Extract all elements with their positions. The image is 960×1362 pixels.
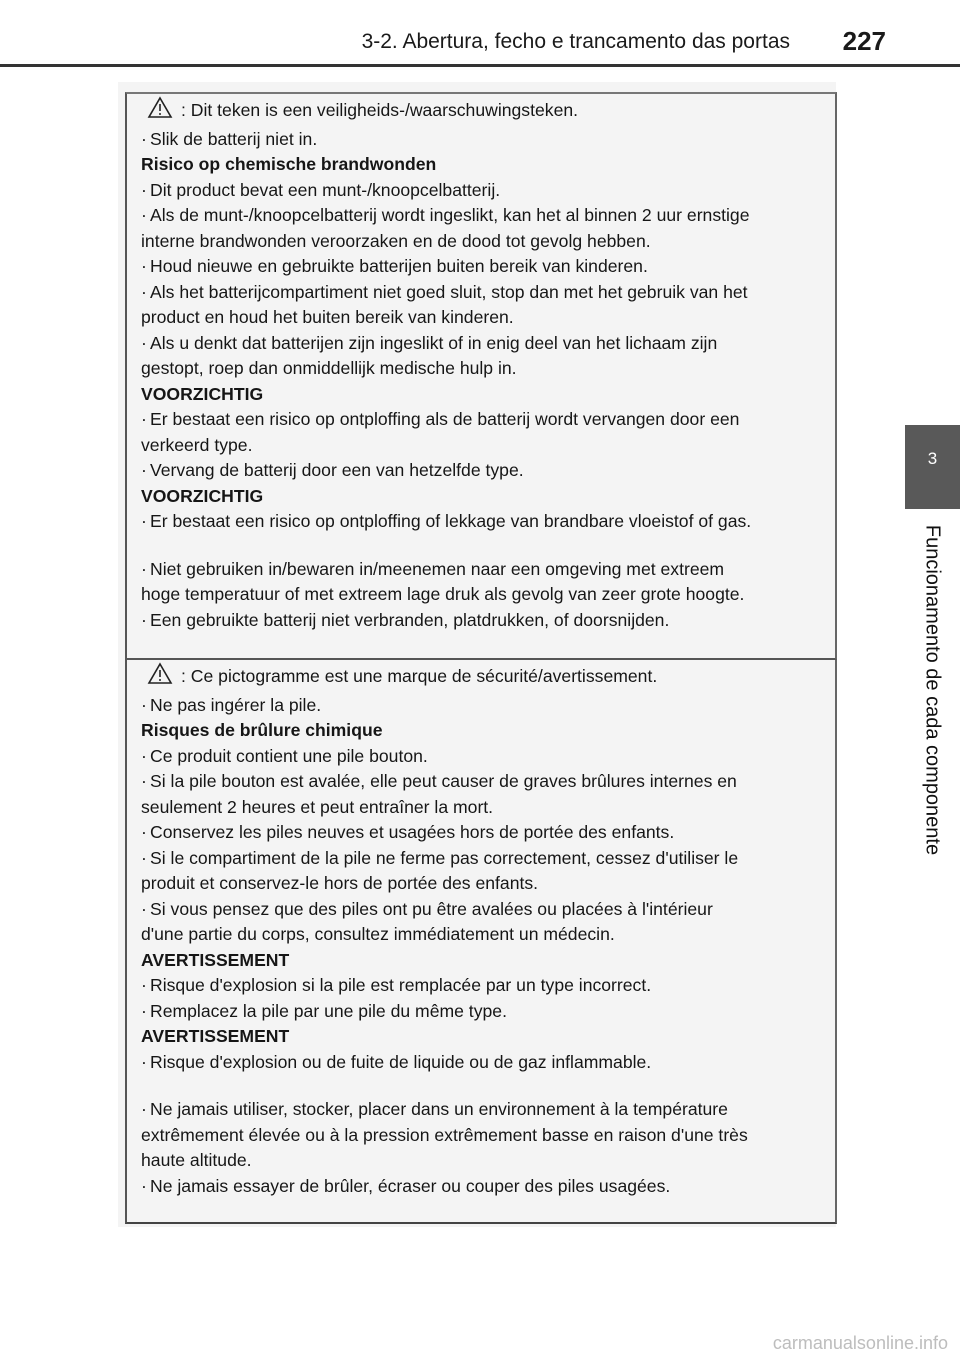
list-item: · Vervang de batterij door een van hetzelfde type. [141, 460, 524, 480]
list-item-continuation: extrêmement élevée ou à la pression extrêmement basse en raison d'une très [141, 1124, 748, 1145]
list-item: · Slik de batterij niet in. [141, 128, 318, 149]
section-heading: Risques de brûlure chimique [141, 720, 383, 740]
list-item: · Risque d'explosion si la pile est remplacée par un type incorrect. [141, 975, 652, 995]
list-item: · Houd nieuwe en gebruikte batterijen buiten bereik van kinderen. [141, 256, 648, 276]
list-item: · Niet gebruiken in/bewaren in/meenemen naar een omgeving met extreem [141, 558, 725, 579]
warning-triangle-icon [147, 96, 173, 127]
page-header [0, 0, 960, 62]
intro-line [141, 662, 825, 693]
list-item-continuation: hoge temperatuur of met extreem lage druk als gevolg van zeer grote hoogte. [141, 584, 745, 604]
list-item: · Risque d'explosion ou de fuite de liquide ou de gaz inflammable. [141, 1051, 652, 1072]
intro-text: : Ce pictogramme est une marque de sécurité/avertissement. [181, 666, 658, 686]
section-title: 3-2. Abertura, fecho e trancamento das portas [361, 30, 790, 53]
section-heading: Risico op chemische brandwonden [141, 154, 437, 174]
chapter-tab [905, 425, 960, 509]
chapter-label: Funcionamento de cada componente [921, 524, 944, 856]
warning-panel-dutch [125, 92, 837, 660]
list-item: · Er bestaat een risico op ontploffing als de batterij wordt vervangen door een [141, 409, 740, 429]
chapter-number: 3 [927, 449, 938, 468]
spacer [141, 535, 825, 557]
list-item-continuation: haute altitude. [141, 1150, 252, 1170]
list-item: · Ne pas ingérer la pile. [141, 694, 322, 715]
list-item-continuation: gestopt, roep dan onmiddellijk medische hulp in. [141, 358, 517, 378]
list-item-continuation: verkeerd type. [141, 434, 253, 455]
list-item: · Si la pile bouton est avalée, elle peut causer de graves brûlures internes en [141, 771, 737, 791]
header-divider [0, 64, 960, 67]
list-item-continuation: produit et conservez-le hors de portée des enfants. [141, 873, 539, 893]
site-watermark: carmanualsonline.info [772, 1333, 948, 1353]
warning-heading: AVERTISSEMENT [141, 949, 290, 970]
list-item: · Remplacez la pile par une pile du même type. [141, 1000, 507, 1021]
list-item: · Er bestaat een risico op ontploffing of lekkage van brandbare vloeistof of gas. [141, 511, 752, 531]
spacer [141, 1075, 825, 1097]
warning-heading: AVERTISSEMENT [141, 1026, 290, 1046]
list-item: · Ne jamais essayer de brûler, écraser ou couper des piles usagées. [141, 1175, 671, 1196]
list-item-continuation: seulement 2 heures et peut entraîner la mort. [141, 796, 494, 817]
list-item: · Ne jamais utiliser, stocker, placer dans un environnement à la température [141, 1099, 728, 1119]
intro-text: : Dit teken is een veiligheids-/waarschuwingsteken. [181, 100, 579, 120]
list-item-continuation: interne brandwonden veroorzaken en de dood tot gevolg hebben. [141, 230, 651, 251]
list-item: · Als de munt-/knoopcelbatterij wordt ingeslikt, kan het al binnen 2 uur ernstige [141, 205, 750, 225]
warning-triangle-icon [147, 662, 173, 693]
list-item: · Ce produit contient une pile bouton. [141, 745, 428, 766]
list-item-continuation: d'une partie du corps, consultez immédiatement un médecin. [141, 924, 615, 944]
list-item: · Conservez les piles neuves et usagées hors de portée des enfants. [141, 822, 675, 842]
list-item: · Si le compartiment de la pile ne ferme pas correctement, cessez d'utiliser le [141, 847, 739, 868]
list-item: · Een gebruikte batterij niet verbranden, platdrukken, of doorsnijden. [141, 609, 670, 630]
list-item: · Als u denkt dat batterijen zijn ingeslikt of in enig deel van het lichaam zijn [141, 332, 718, 353]
list-item: · Dit product bevat een munt-/knoopcelbatterij. [141, 179, 501, 200]
intro-line [141, 96, 825, 127]
list-item-continuation: product en houd het buiten bereik van kinderen. [141, 307, 514, 327]
list-item: · Si vous pensez que des piles ont pu être avalées ou placées à l'intérieur [141, 898, 713, 919]
list-item: · Als het batterijcompartiment niet goed sluit, stop dan met het gebruik van het [141, 281, 748, 302]
warning-panel-french [125, 660, 837, 1224]
caution-heading: VOORZICHTIG [141, 485, 264, 506]
caution-heading: VOORZICHTIG [141, 383, 264, 404]
page-number: 227 [842, 26, 886, 56]
